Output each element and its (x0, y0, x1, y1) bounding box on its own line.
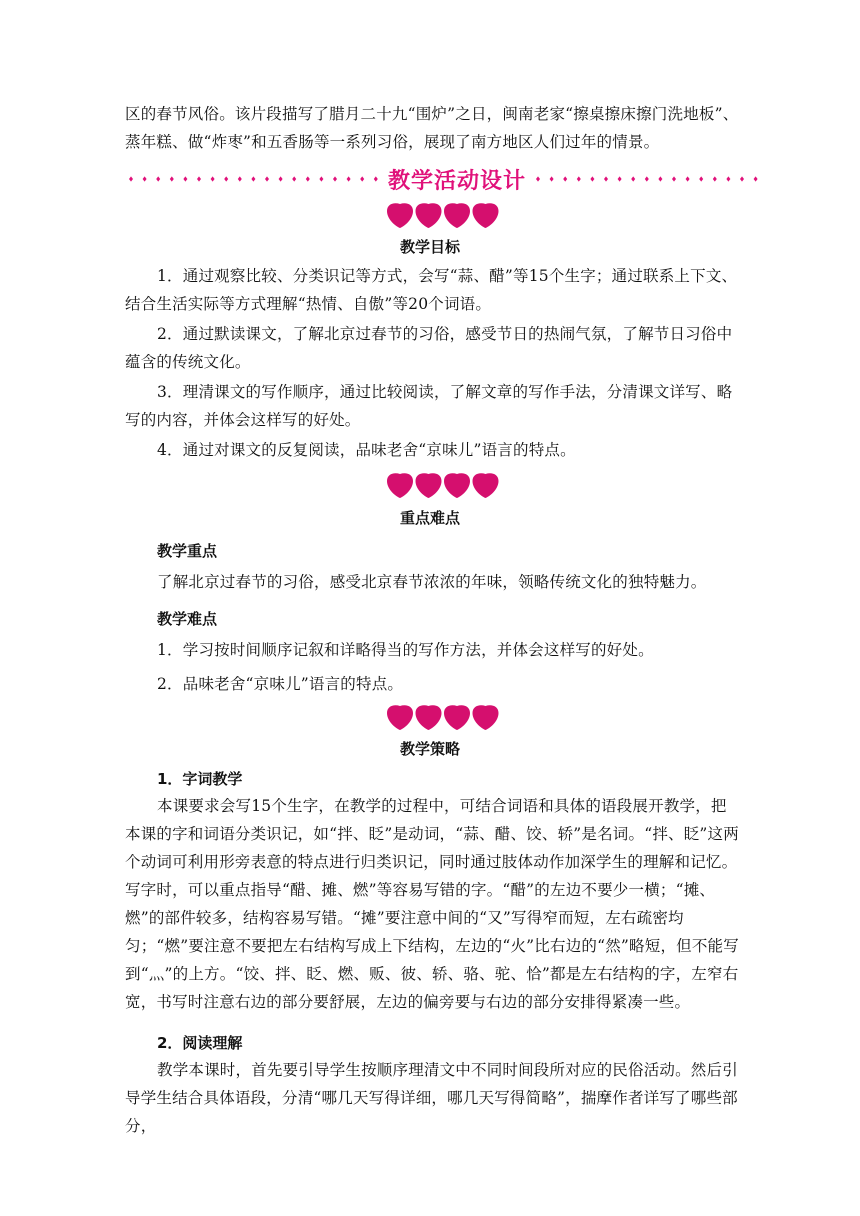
banner-dot (645, 176, 649, 181)
banner-dot (333, 176, 337, 181)
difficulty-item-2: 2．品味老舍“京味儿”语言的特点。 (157, 675, 404, 693)
petal-shape (473, 203, 499, 228)
difficulty-item-1: 1．学习按时间顺序记叙和详略得当的写作方法，并体会这样写的好处。 (157, 641, 654, 659)
petal-shape (416, 473, 442, 498)
strategy-paragraph-1: 本课要求会写15个生字，在教学的过程中，可结合词语和具体的语段展开教学，把本课的字和词语分类识记，如“拌、眨”是动词，“蒜、醋、饺、轿”是名词。“拌、眨”这两个动词可利用形旁表意的特点进行归类识记，同时通过肢体动作加深学生的理解和记忆。写字时，可以重点指导“醋、摊、燃”等容易写错的字。“醋”的左边不要少一横；“摊、燃”的部件较多，结构容易写错。“摊”要注意中间的“又”写得窄而短，左右疏密均匀；“燃”要注意不要把左右结构写成上下结构，左边的“火”比右边的“然”略短，但不能写到“灬”的上方。“饺、拌、眨、燃、贩、彼、轿、骆、驼、恰”都是左右结构的字，左窄右宽，书写时注意右边的部分要舒展，左边的偏旁要与右边的部分安排得紧凑一些。 (125, 797, 739, 1011)
key-label: 教学重点 (157, 542, 218, 560)
banner-dot (170, 176, 174, 181)
key-text: 了解北京过春节的习俗，感受北京春节浓浓的年味，领略传统文化的独特魅力。 (157, 573, 707, 591)
banner-title: 教学活动设计 (388, 169, 527, 194)
petal-shape (416, 705, 442, 730)
petal-shape (387, 203, 413, 228)
banner-dot (292, 176, 296, 181)
petal-ornament (385, 201, 501, 229)
banner-dot (672, 176, 676, 181)
petal-shape (444, 203, 470, 228)
banner-dot (238, 176, 242, 181)
petal-shape (444, 473, 470, 498)
section-title-strategy: 教学策略 (399, 740, 460, 758)
banner-dot (536, 176, 540, 181)
banner-dot (590, 176, 594, 181)
petal-ornament (385, 471, 501, 499)
banner-dot (129, 176, 133, 181)
banner-dot (658, 176, 662, 181)
intro-paragraph (125, 100, 740, 156)
banner-dot (251, 176, 255, 181)
banner-dot (211, 176, 215, 181)
banner-dot (713, 176, 717, 181)
banner-dot (374, 176, 378, 181)
section-title-goals: 教学目标 (399, 238, 460, 256)
goal-item-1: 1．通过观察比较、分类识记等方式，会写“蒜、醋”等15个生字；通过联系上下文、结合生活实际等方式理解“热情、自傲”等20个词语。 (125, 267, 738, 313)
goal-item-3: 3．理清课文的写作顺序，通过比较阅读，了解文章的写作手法，分清课文详写、略写的内容，并体会这样写的好处。 (125, 383, 733, 429)
banner-dot (265, 176, 269, 181)
strategy-paragraph-2: 教学本课时，首先要引导学生按顺序理清文中不同时间段所对应的民俗活动。然后引导学生结合具体语段，分清“哪几天写得详细，哪几天写得简略”，揣摩作者详写了哪些部分， (125, 1061, 738, 1135)
banner-dot (631, 176, 635, 181)
banner-dot (754, 176, 758, 181)
banner-dot (197, 176, 201, 181)
banner-dot (306, 176, 310, 181)
petal-shape (473, 473, 499, 498)
banner-dot (347, 176, 351, 181)
intro-line-1: 区的春节风俗。该片段描写了腊月二十九“围炉”之日，闽南老家“擦桌擦床擦门洗地板”、 (125, 105, 739, 123)
petal-ornament (385, 703, 501, 731)
section-title-key: 重点难点 (399, 509, 460, 527)
strategy-subheading-1: 1．字词教学 (157, 770, 243, 788)
banner-dot (183, 176, 187, 181)
petal-shape (473, 705, 499, 730)
banner-dot (156, 176, 160, 181)
banner-dot (740, 176, 744, 181)
banner-dot (686, 176, 690, 181)
petal-shape (387, 473, 413, 498)
banner-dot (577, 176, 581, 181)
banner-dot (143, 176, 147, 181)
difficulty-label: 教学难点 (157, 610, 218, 628)
banner-dot (618, 176, 622, 181)
goal-item-2: 2．通过默读课文，了解北京过春节的习俗，感受节日的热闹气氛，了解节日习俗中蕴含的传统文化。 (125, 325, 733, 371)
banner-dot (319, 176, 323, 181)
banner-dot (550, 176, 554, 181)
petal-shape (416, 203, 442, 228)
banner-dot (224, 176, 228, 181)
strategy-subheading-2: 2．阅读理解 (157, 1034, 243, 1052)
petal-shape (387, 705, 413, 730)
banner-dot (360, 176, 364, 181)
banner-dot (563, 176, 567, 181)
banner-dot (279, 176, 283, 181)
goal-item-4: 4．通过对课文的反复阅读，品味老舍“京味儿”语言的特点。 (157, 441, 576, 459)
banner-dot (726, 176, 730, 181)
intro-line-2: 蒸年糕、做“炸枣”和五香肠等一系列习俗，展现了南方地区人们过年的情景。 (125, 133, 660, 151)
banner-dot (699, 176, 703, 181)
petal-shape (444, 705, 470, 730)
banner-dot (604, 176, 608, 181)
